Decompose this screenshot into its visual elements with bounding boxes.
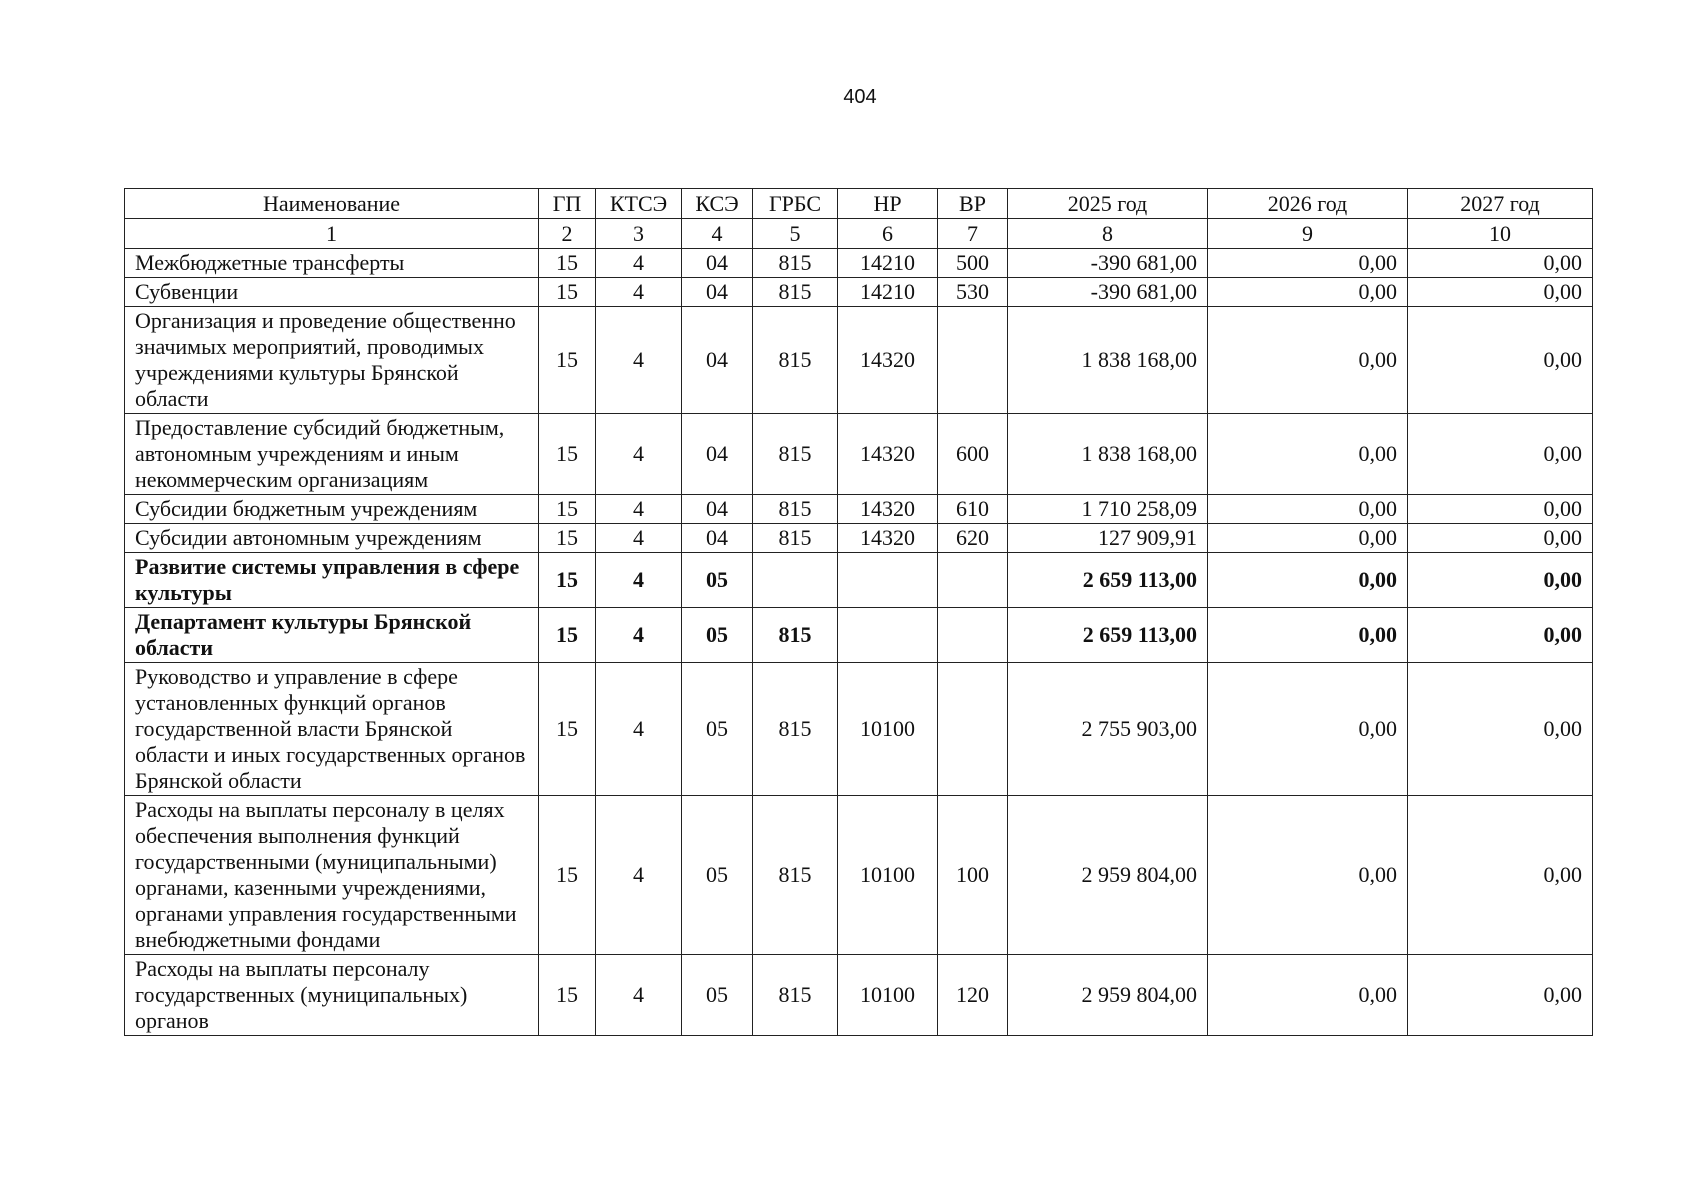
cell-ktse: 4 [596, 278, 682, 307]
cell-2027: 0,00 [1408, 796, 1593, 955]
column-number: 1 [125, 219, 539, 249]
table-row [125, 495, 1593, 524]
header-vr: ВР [938, 189, 1008, 219]
table-row [125, 553, 1593, 608]
cell-kse: 05 [682, 796, 753, 955]
cell-grbs: 815 [753, 278, 838, 307]
cell-grbs: 815 [753, 796, 838, 955]
cell-gp: 15 [539, 307, 596, 414]
cell-gp: 15 [539, 414, 596, 495]
cell-2026: 0,00 [1208, 553, 1408, 608]
cell-ktse: 4 [596, 307, 682, 414]
table-row [125, 414, 1593, 495]
cell-name: Субсидии бюджетным учреждениям [125, 495, 539, 524]
cell-nr: 10100 [838, 796, 938, 955]
cell-2025: -390 681,00 [1008, 278, 1208, 307]
table-row [125, 307, 1593, 414]
cell-2026: 0,00 [1208, 307, 1408, 414]
header-2025: 2025 год [1008, 189, 1208, 219]
header-grbs: ГРБС [753, 189, 838, 219]
cell-ktse: 4 [596, 608, 682, 663]
column-number: 2 [539, 219, 596, 249]
cell-nr: 14320 [838, 307, 938, 414]
cell-2026: 0,00 [1208, 249, 1408, 278]
table-row [125, 608, 1593, 663]
cell-2025: -390 681,00 [1008, 249, 1208, 278]
table-row [125, 524, 1593, 553]
cell-2027: 0,00 [1408, 553, 1593, 608]
cell-ktse: 4 [596, 663, 682, 796]
cell-kse: 04 [682, 524, 753, 553]
cell-vr [938, 553, 1008, 608]
cell-nr: 14210 [838, 278, 938, 307]
cell-2026: 0,00 [1208, 278, 1408, 307]
cell-ktse: 4 [596, 524, 682, 553]
cell-2025: 127 909,91 [1008, 524, 1208, 553]
column-number: 3 [596, 219, 682, 249]
column-number: 7 [938, 219, 1008, 249]
cell-2027: 0,00 [1408, 278, 1593, 307]
cell-vr: 610 [938, 495, 1008, 524]
cell-2027: 0,00 [1408, 955, 1593, 1036]
cell-2026: 0,00 [1208, 524, 1408, 553]
cell-name: Департамент культуры Брянской области [125, 608, 539, 663]
header-2027: 2027 год [1408, 189, 1593, 219]
header-ktse: КТСЭ [596, 189, 682, 219]
cell-gp: 15 [539, 249, 596, 278]
cell-ktse: 4 [596, 414, 682, 495]
cell-2025: 2 959 804,00 [1008, 796, 1208, 955]
cell-name: Расходы на выплаты персоналу в целях обеспечения выполнения функций государственными (муниципальными) органами, казенными учреждениями, органами управления государственными внебюджетными фондами [125, 796, 539, 955]
column-number: 4 [682, 219, 753, 249]
cell-ktse: 4 [596, 249, 682, 278]
cell-2027: 0,00 [1408, 663, 1593, 796]
cell-name: Руководство и управление в сфере установленных функций органов государственной власти Брянской области и иных государственных органов Брянской области [125, 663, 539, 796]
cell-2026: 0,00 [1208, 414, 1408, 495]
cell-kse: 04 [682, 495, 753, 524]
cell-grbs: 815 [753, 955, 838, 1036]
cell-grbs: 815 [753, 495, 838, 524]
cell-ktse: 4 [596, 955, 682, 1036]
cell-kse: 05 [682, 955, 753, 1036]
column-number-row [125, 219, 1593, 249]
cell-kse: 04 [682, 249, 753, 278]
cell-2026: 0,00 [1208, 608, 1408, 663]
column-number: 9 [1208, 219, 1408, 249]
cell-gp: 15 [539, 553, 596, 608]
cell-kse: 04 [682, 307, 753, 414]
cell-2027: 0,00 [1408, 249, 1593, 278]
cell-name: Организация и проведение общественно значимых мероприятий, проводимых учреждениями культуры Брянской области [125, 307, 539, 414]
cell-nr: 14320 [838, 495, 938, 524]
cell-2026: 0,00 [1208, 955, 1408, 1036]
cell-kse: 05 [682, 663, 753, 796]
cell-gp: 15 [539, 495, 596, 524]
table-row [125, 278, 1593, 307]
header-nr: НР [838, 189, 938, 219]
table-row [125, 663, 1593, 796]
column-number: 10 [1408, 219, 1593, 249]
cell-grbs: 815 [753, 663, 838, 796]
header-gp: ГП [539, 189, 596, 219]
cell-kse: 05 [682, 553, 753, 608]
column-number: 8 [1008, 219, 1208, 249]
cell-vr [938, 663, 1008, 796]
cell-nr: 14320 [838, 414, 938, 495]
cell-2026: 0,00 [1208, 796, 1408, 955]
cell-gp: 15 [539, 524, 596, 553]
cell-gp: 15 [539, 955, 596, 1036]
cell-2025: 1 838 168,00 [1008, 307, 1208, 414]
cell-nr: 14320 [838, 524, 938, 553]
cell-2026: 0,00 [1208, 495, 1408, 524]
cell-2027: 0,00 [1408, 414, 1593, 495]
cell-grbs: 815 [753, 307, 838, 414]
cell-2025: 1 710 258,09 [1008, 495, 1208, 524]
cell-grbs: 815 [753, 414, 838, 495]
cell-vr: 600 [938, 414, 1008, 495]
cell-nr [838, 608, 938, 663]
page-number: 404 [843, 86, 877, 108]
cell-grbs: 815 [753, 249, 838, 278]
cell-2027: 0,00 [1408, 608, 1593, 663]
cell-ktse: 4 [596, 495, 682, 524]
cell-name: Предоставление субсидий бюджетным, автономным учреждениям и иным некоммерческим организациям [125, 414, 539, 495]
cell-grbs: 815 [753, 524, 838, 553]
cell-2025: 2 959 804,00 [1008, 955, 1208, 1036]
cell-2027: 0,00 [1408, 524, 1593, 553]
header-name: Наименование [125, 189, 539, 219]
column-number: 5 [753, 219, 838, 249]
cell-ktse: 4 [596, 796, 682, 955]
header-2026: 2026 год [1208, 189, 1408, 219]
cell-gp: 15 [539, 663, 596, 796]
cell-name: Субвенции [125, 278, 539, 307]
cell-vr: 500 [938, 249, 1008, 278]
cell-vr [938, 307, 1008, 414]
table-row [125, 796, 1593, 955]
cell-nr: 10100 [838, 663, 938, 796]
cell-2027: 0,00 [1408, 495, 1593, 524]
cell-2026: 0,00 [1208, 663, 1408, 796]
cell-vr: 530 [938, 278, 1008, 307]
cell-name: Развитие системы управления в сфере культуры [125, 553, 539, 608]
cell-kse: 04 [682, 414, 753, 495]
header-row [125, 189, 1593, 219]
cell-grbs: 815 [753, 608, 838, 663]
cell-vr: 620 [938, 524, 1008, 553]
cell-2025: 2 659 113,00 [1008, 608, 1208, 663]
header-kse: КСЭ [682, 189, 753, 219]
cell-name: Расходы на выплаты персоналу государственных (муниципальных) органов [125, 955, 539, 1036]
table-header [125, 189, 1593, 249]
table-body [125, 249, 1593, 1036]
cell-2025: 1 838 168,00 [1008, 414, 1208, 495]
budget-table [124, 188, 1593, 1036]
cell-grbs [753, 553, 838, 608]
cell-nr [838, 553, 938, 608]
cell-vr: 120 [938, 955, 1008, 1036]
cell-kse: 04 [682, 278, 753, 307]
table-row [125, 249, 1593, 278]
cell-2025: 2 659 113,00 [1008, 553, 1208, 608]
cell-name: Субсидии автономным учреждениям [125, 524, 539, 553]
column-number: 6 [838, 219, 938, 249]
table-row [125, 955, 1593, 1036]
cell-nr: 14210 [838, 249, 938, 278]
cell-ktse: 4 [596, 553, 682, 608]
cell-2025: 2 755 903,00 [1008, 663, 1208, 796]
cell-vr: 100 [938, 796, 1008, 955]
cell-kse: 05 [682, 608, 753, 663]
cell-name: Межбюджетные трансферты [125, 249, 539, 278]
cell-vr [938, 608, 1008, 663]
cell-gp: 15 [539, 796, 596, 955]
cell-2027: 0,00 [1408, 307, 1593, 414]
cell-gp: 15 [539, 608, 596, 663]
cell-nr: 10100 [838, 955, 938, 1036]
cell-gp: 15 [539, 278, 596, 307]
